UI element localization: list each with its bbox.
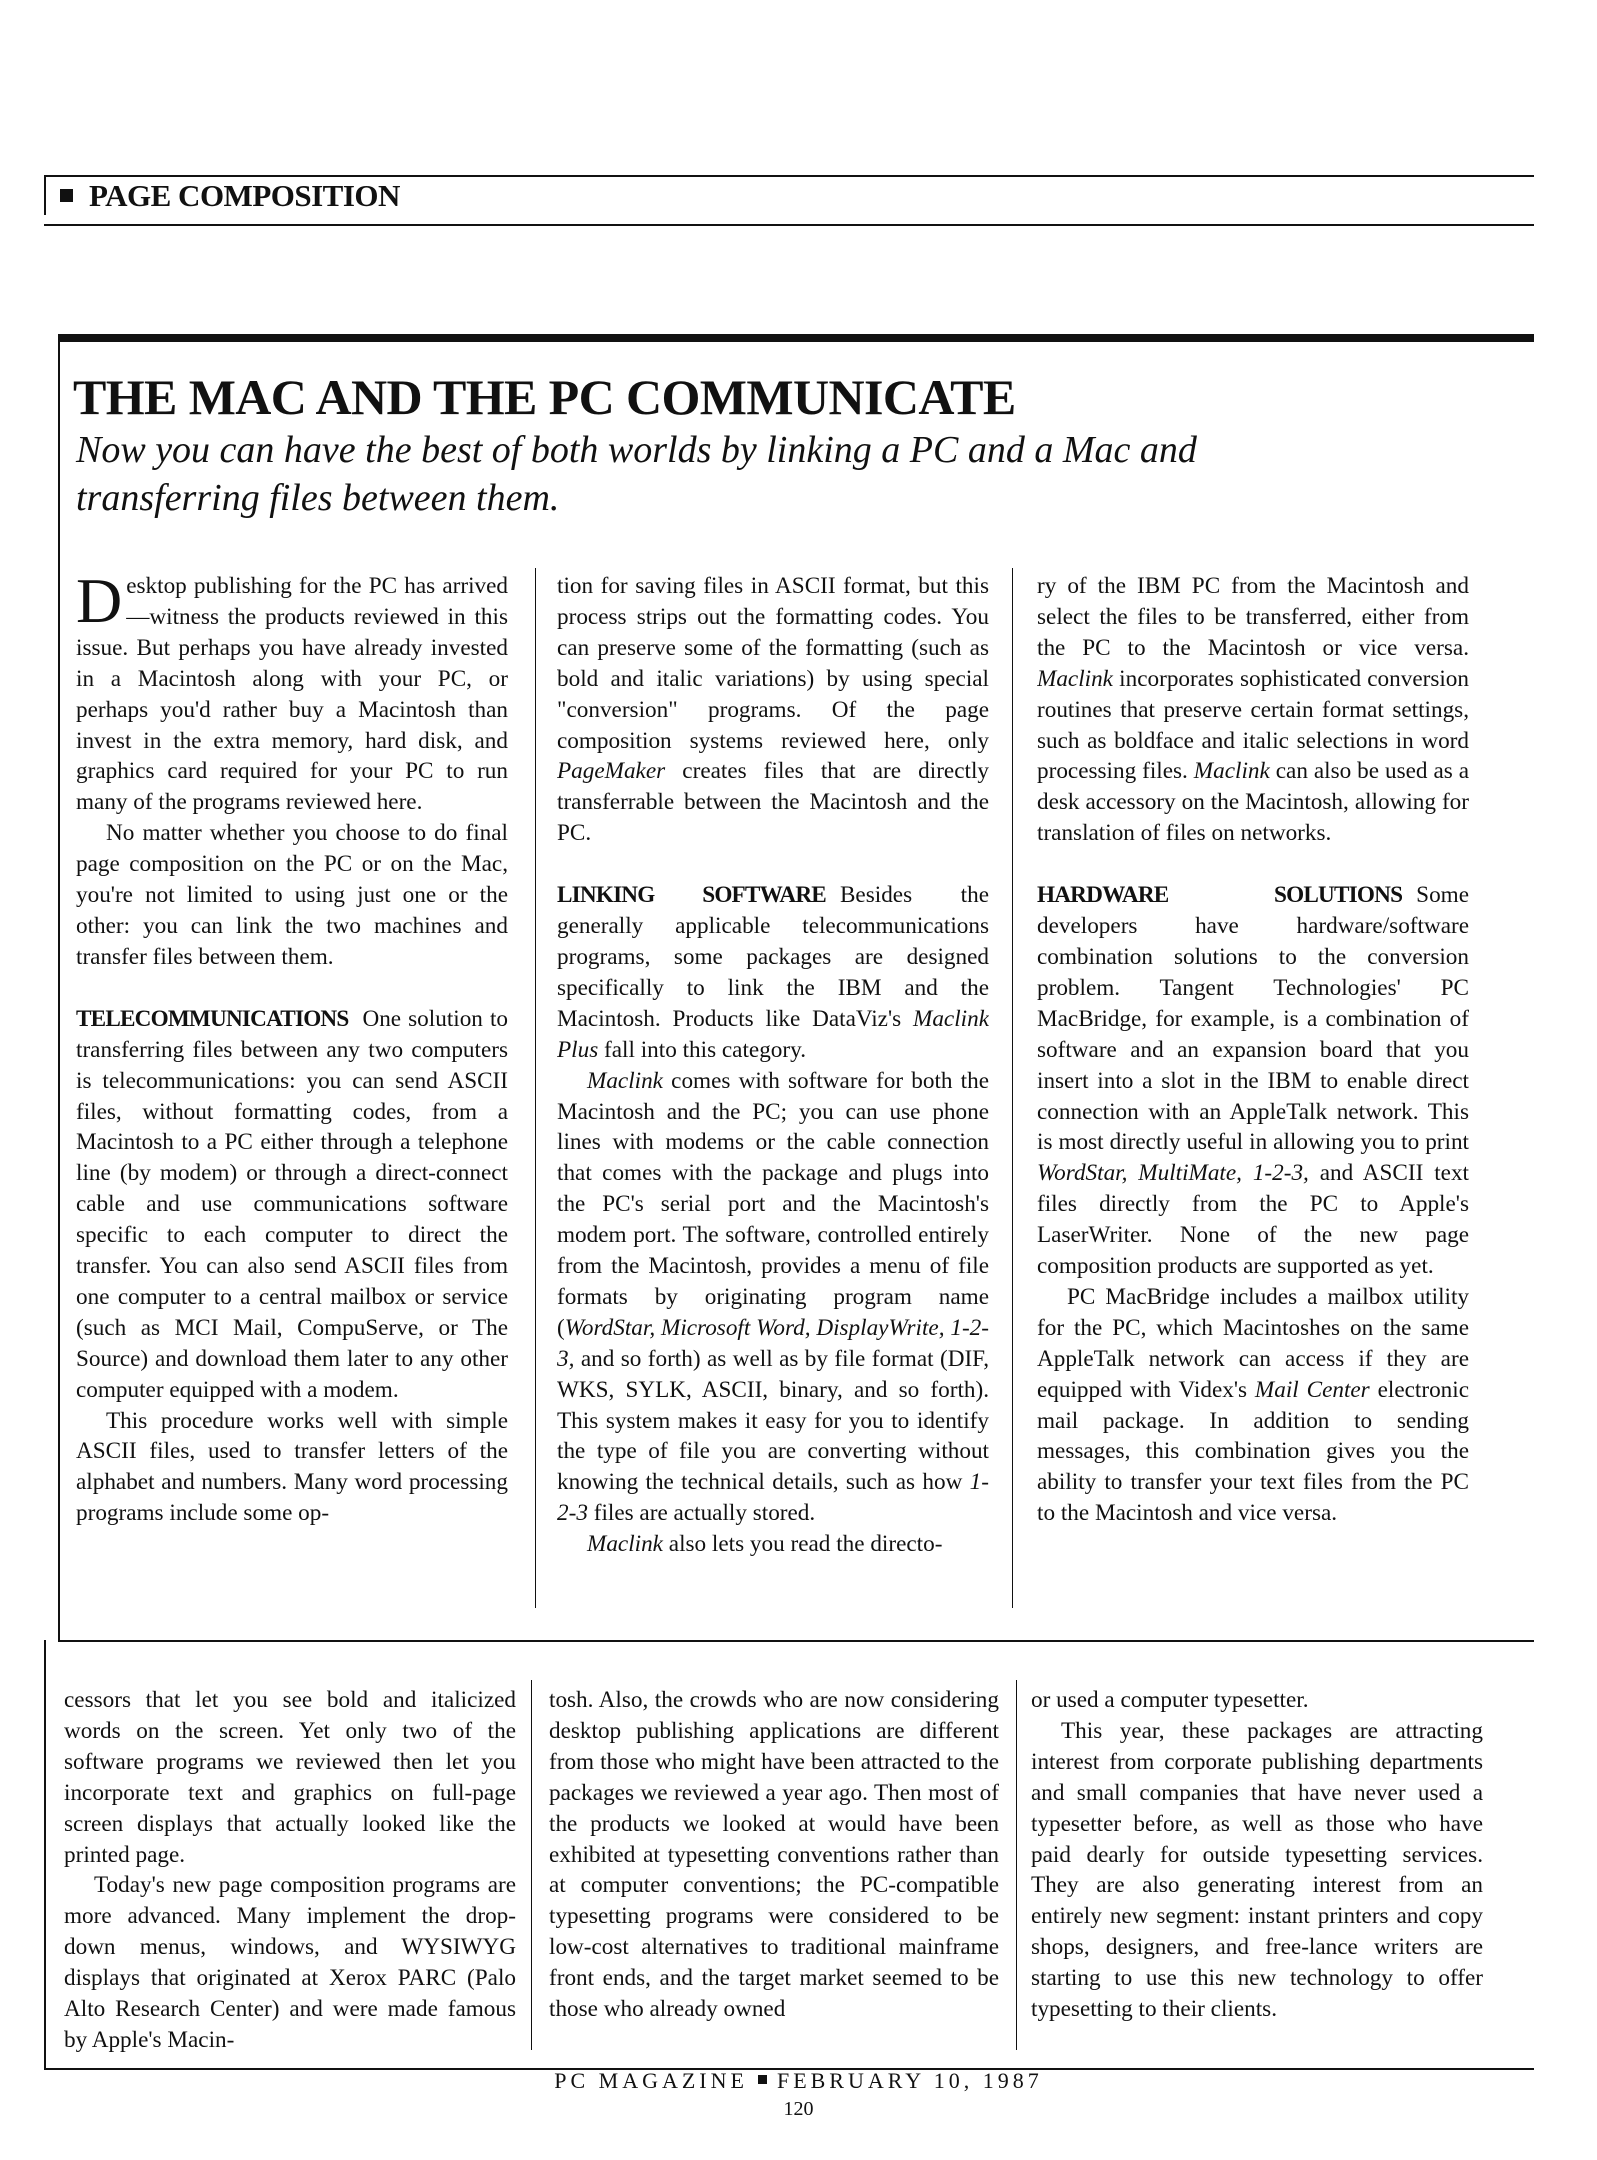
drop-cap: D [76, 571, 123, 636]
paragraph: tosh. Also, the crowds who are now considering desktop publishing applications are different from those who might have been attracted to the packages we reviewed a year ago. Then most of the products we looked at would have been exhibited at typesetting conventions rather than at computer conventions; the PC-compatible typesetting programs were considered to be low-cost alternatives to traditional mainframe front ends, and the target market seemed to be those who already owned [549, 1687, 999, 2023]
article-subtitle: Now you can have the best of both worlds by linking a PC and a Mac and transferring files between them. [76, 429, 1197, 519]
paragraph: cessors that let you see bold and italicized words on the screen. Yet only two of the software programs we reviewed then let you incorporate text and graphics on full-page screen displays that actually looked like the printed page. [64, 1687, 516, 1868]
paragraph: PC MacBridge includes a mailbox utility for the PC, which Macintoshes on the same AppleTalk network can access if they are equipped with Videx's Mail Center electronic mail package. In addition to sending messages, this combination gives you the ability to transfer your text files from the PC to the Macintosh and vice versa. [1037, 1283, 1469, 1527]
top-rule [44, 175, 1534, 177]
paragraph: or used a computer typesetter. [1031, 1687, 1309, 1713]
lower-column-divider-1 [531, 1680, 532, 2050]
article-title: THE MAC AND THE PC COMMUNICATE [73, 369, 1016, 425]
article-column-1 [76, 571, 508, 1611]
page-number: 120 [783, 2098, 814, 2120]
box-left-rule [58, 334, 60, 1640]
paragraph: No matter whether you choose to do final page composition on the PC or on the Mac, you're not limited to using just one or the other: you can link the two machines and transfer files between them. [76, 820, 508, 970]
page-footer [0, 2068, 1597, 2094]
section-label: PAGE COMPOSITION [89, 178, 400, 213]
continued-column-3 [1031, 1685, 1483, 2061]
section-header [60, 178, 400, 214]
continued-column-1 [64, 1685, 516, 2061]
square-bullet-icon [758, 2075, 767, 2084]
paragraph: Desktop publishing for the PC has arrived—witness the products reviewed in this issue. But perhaps you have already invested in a Macintosh along with your PC, or perhaps you'd rather buy a Macintosh than invest in the extra memory, hard disk, and graphics card required for your PC to run many of the programs reviewed here. [76, 571, 508, 816]
article-column-3 [1037, 571, 1469, 1611]
subhead-linking-software: LINKING SOFTWARE [557, 882, 826, 909]
column-divider-1 [535, 568, 536, 1608]
paragraph: This year, these packages are attracting interest from corporate publishing departments and small companies that have never used a typesetter before, as well as those who have paid dearly for outside typesetting services. They are also generating interest from an entirely new segment: instant printers and copy shops, designers, and free-lance writers are starting to use this new technology to offer typesetting to their clients. [1031, 1717, 1483, 2023]
lower-column-divider-2 [1016, 1680, 1017, 2050]
square-bullet-icon [60, 189, 73, 202]
paragraph: LINKING SOFTWARE Besides the generally applicable telecommunications programs, some packages are designed specifically to link the IBM and the Macintosh. Products like DataViz's Maclink Plus fall into this category. [557, 882, 989, 1063]
article-column-2 [557, 571, 989, 1611]
header-left-rule [44, 175, 46, 215]
continued-column-2 [549, 1685, 999, 2061]
paragraph: HARDWARE SOLUTIONS Some developers have hardware/software combination solutions to the conversion problem. Tangent Technologies' PC MacBridge, for example, is a combination of software and an expansion board that you insert into a slot in the IBM to enable direct connection with an AppleTalk network. This is most directly useful in allowing you to print WordStar, MultiMate, 1-2-3, and ASCII text files directly from the PC to Apple's LaserWriter. None of the new page composition products are supported as yet. [1037, 882, 1469, 1280]
paragraph: TELECOMMUNICATIONS One solution to transferring files between any two computers is telecommunications: you can send ASCII files, without formatting codes, from a Macintosh to a PC either through a telephone line (by modem) or through a direct-connect cable and use communications software specific to each computer to direct the transfer. You can also send ASCII files from one computer to a central mailbox or service (such as MCI Mail, CompuServe, or The Source) and download them later to any other computer equipped with a modem. [76, 1005, 508, 1403]
paragraph: Today's new page composition programs are more advanced. Many implement the drop-down menus, windows, and WYSIWYG displays that originated at Xerox PARC (Palo Alto Research Center) and were made famous by Apple's Macin- [64, 1872, 516, 2053]
subhead-telecommunications: TELECOMMUNICATIONS [76, 1005, 349, 1032]
box-bottom-rule [58, 1640, 1534, 1642]
paragraph: Maclink comes with software for both the Macintosh and the PC; you can use phone lines with modems or the cable connection that comes with the package and plugs into the PC's serial port and the Macintosh's modem port. The software, controlled entirely from the Macintosh, provides a menu of file formats by originating program name (WordStar, Microsoft Word, DisplayWrite, 1-2-3, and so forth) as well as by file format (DIF, WKS, SYLK, ASCII, binary, and so forth). This system makes it easy for you to identify the type of file you are converting without knowing the technical details, such as how 1-2-3 files are actually stored. [557, 1067, 989, 1527]
magazine-name: PC MAGAZINE [554, 2068, 748, 2093]
header-bottom-rule [44, 224, 1534, 226]
paragraph: tion for saving files in ASCII format, but this process strips out the formatting codes. You can preserve some of the formatting (such as bold and italic variations) by using special "conversion" programs. Of the page composition systems reviewed here, only PageMaker creates files that are directly transferrable between the Macintosh and the PC. [557, 573, 989, 847]
box-top-rule [58, 334, 1534, 342]
subhead-hardware-solutions: HARDWARE SOLUTIONS [1037, 882, 1403, 909]
issue-date: FEBRUARY 10, 1987 [776, 2068, 1043, 2093]
lower-left-rule [44, 1640, 46, 2070]
column-divider-2 [1012, 568, 1013, 1608]
paragraph: This procedure works well with simple ASCII files, used to transfer letters of the alphabet and numbers. Many word processing programs include some op- [76, 1407, 508, 1527]
paragraph: Maclink also lets you read the directo- [587, 1531, 943, 1558]
paragraph: ry of the IBM PC from the Macintosh and select the files to be transferred, either from the PC to the Macintosh or vice versa. Maclink incorporates sophisticated conversion routines that preserve certain format settings, such as boldface and italic selections in word processing files. Maclink can also be used as a desk accessory on the Macintosh, allowing for translation of files on networks. [1037, 573, 1469, 847]
